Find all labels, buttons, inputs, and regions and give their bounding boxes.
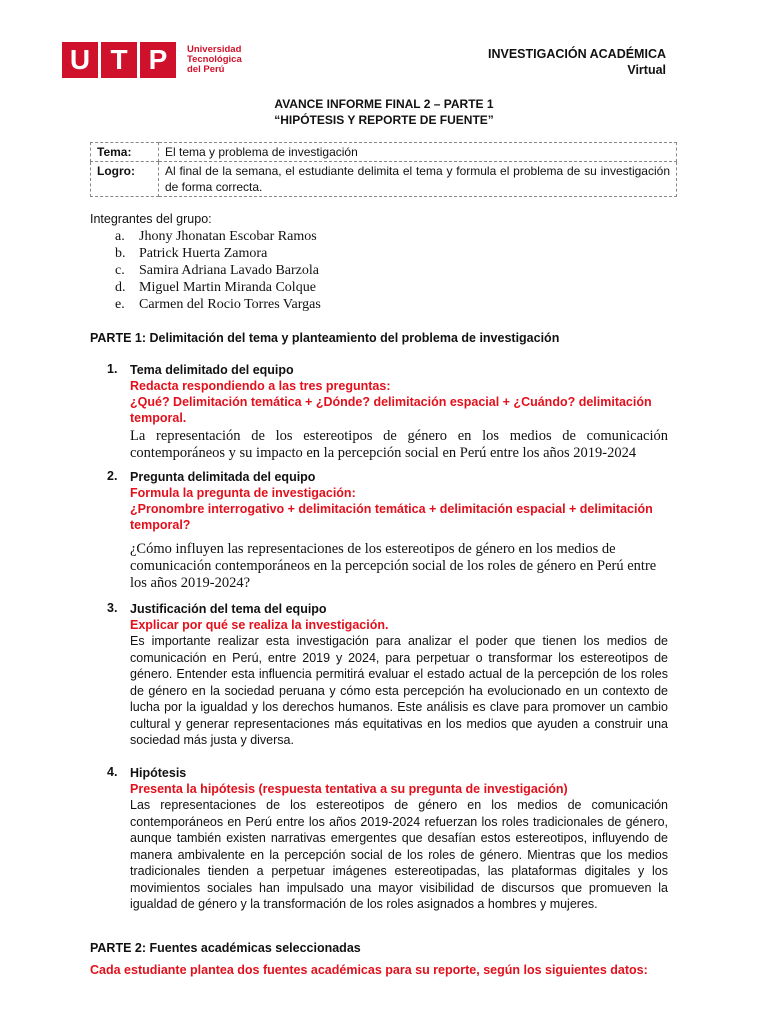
member-name: Patrick Huerta Zamora bbox=[139, 246, 268, 261]
section-4-answer: Las representaciones de los estereotipos de género en los medios de comunicación contemporáneos en Perú entre los años 2019-2024 refuerzan los roles tradicionales de género, aunque también existen narrativas emergentes que desafían estos estereotipos, influyendo de manera ambivalente en la percepción social de los roles de género. Mientras que los medios tradicionales tienden a perpetuar imágenes estereotipadas, las plataformas digitales y los movimientos sociales han impulsado una mayor visibilidad de discursos que promueven la igualdad de género y la transformación de los roles asignados a hombres y mujeres. bbox=[130, 798, 668, 911]
logo-letter-t: T bbox=[101, 42, 137, 78]
logo-line-3: del Perú bbox=[187, 64, 225, 75]
logo-letter-p: P bbox=[140, 42, 176, 78]
section-2-number: 2. bbox=[107, 469, 118, 483]
member-letter: a. bbox=[115, 229, 125, 244]
course-mode: Virtual bbox=[627, 63, 666, 77]
section-3-number: 3. bbox=[107, 601, 118, 615]
info-table bbox=[90, 142, 677, 197]
section-1-answer: La representación de los estereotipos de género en los medios de comunicación contemporáneos y su impacto en la percepción social en Perú entre los años 2019-2024 bbox=[130, 428, 668, 461]
section-2-instruction-2: ¿Pronombre interrogativo + delimitación temática + delimitación espacial + delimitación temporal? bbox=[130, 502, 653, 532]
section-2-instruction-1: Formula la pregunta de investigación: bbox=[130, 486, 356, 500]
section-3-instruction: Explicar por qué se realiza la investigación. bbox=[130, 618, 389, 632]
list-item bbox=[115, 262, 321, 279]
logro-value: Al final de la semana, el estudiante delimita el tema y formula el problema de su investigación de forma correcta. bbox=[159, 162, 677, 197]
section-1 bbox=[130, 362, 668, 462]
section-4 bbox=[130, 765, 668, 913]
course-header bbox=[488, 46, 666, 78]
section-2-answer: ¿Cómo influyen las representaciones de los estereotipos de género en los medios de comunicación contemporáneos en la percepción social de los roles de género en Perú entre los años 2019-2024? bbox=[130, 541, 657, 591]
logo-line-2: Tecnológica bbox=[187, 54, 242, 65]
part2-instruction: Cada estudiante plantea dos fuentes académicas para su reporte, según los siguientes datos: bbox=[90, 963, 648, 977]
list-item bbox=[115, 228, 321, 245]
logo-wordmark bbox=[187, 45, 242, 75]
list-item bbox=[115, 245, 321, 262]
doc-title-line-1: AVANCE INFORME FINAL 2 – PARTE 1 bbox=[274, 97, 494, 111]
section-2 bbox=[130, 469, 668, 592]
section-1-number: 1. bbox=[107, 362, 118, 376]
section-3-title: Justificación del tema del equipo bbox=[130, 602, 327, 616]
list-item bbox=[115, 279, 321, 296]
member-name: Samira Adriana Lavado Barzola bbox=[139, 263, 319, 278]
member-list bbox=[115, 228, 321, 313]
logro-label: Logro: bbox=[91, 162, 159, 197]
group-label: Integrantes del grupo: bbox=[90, 212, 212, 226]
course-name: INVESTIGACIÓN ACADÉMICA bbox=[487, 47, 666, 61]
section-1-instruction-1: Redacta respondiendo a las tres preguntas: bbox=[130, 379, 391, 393]
tema-label: Tema: bbox=[91, 143, 159, 162]
section-2-title: Pregunta delimitada del equipo bbox=[130, 470, 316, 484]
member-name: Miguel Martin Miranda Colque bbox=[139, 280, 316, 295]
section-1-instruction-2: ¿Qué? Delimitación temática + ¿Dónde? delimitación espacial + ¿Cuándo? delimitación temporal. bbox=[130, 395, 652, 425]
part1-heading: PARTE 1: Delimitación del tema y planteamiento del problema de investigación bbox=[90, 331, 560, 345]
member-letter: d. bbox=[115, 280, 126, 295]
section-3-answer: Es importante realizar esta investigación para analizar el poder que tienen los medios de comunicación en Perú, entre 2019 y 2024, para perpetuar o transformar los estereotipos de género. Entender esta influencia permitirá evaluar el estado actual de la percepción de los roles de género en la sociedad peruana y cómo esta percepción ha evolucionado en un contexto de lucha por la igualdad y los derechos humanos. Este análisis es clave para promover un cambio cultural y generar representaciones más equitativas en los medios que ayuden a construir una sociedad más justa y diversa. bbox=[130, 634, 668, 747]
member-letter: e. bbox=[115, 297, 125, 312]
member-letter: b. bbox=[115, 246, 126, 261]
logo-line-1: Universidad bbox=[187, 44, 242, 55]
member-name: Jhony Jhonatan Escobar Ramos bbox=[139, 229, 317, 244]
doc-title-line-2: “HIPÓTESIS Y REPORTE DE FUENTE” bbox=[274, 113, 494, 127]
section-4-number: 4. bbox=[107, 765, 118, 779]
section-4-title: Hipótesis bbox=[130, 766, 187, 780]
section-1-title: Tema delimitado del equipo bbox=[130, 363, 294, 377]
section-3 bbox=[130, 601, 668, 749]
member-letter: c. bbox=[115, 263, 125, 278]
part2-heading: PARTE 2: Fuentes académicas seleccionadas bbox=[90, 941, 361, 955]
utp-logo bbox=[62, 42, 242, 78]
member-name: Carmen del Rocio Torres Vargas bbox=[139, 297, 321, 312]
section-4-instruction: Presenta la hipótesis (respuesta tentativa a su pregunta de investigación) bbox=[130, 782, 568, 796]
logo-letter-u: U bbox=[62, 42, 98, 78]
tema-value: El tema y problema de investigación bbox=[159, 143, 677, 162]
list-item bbox=[115, 296, 321, 313]
